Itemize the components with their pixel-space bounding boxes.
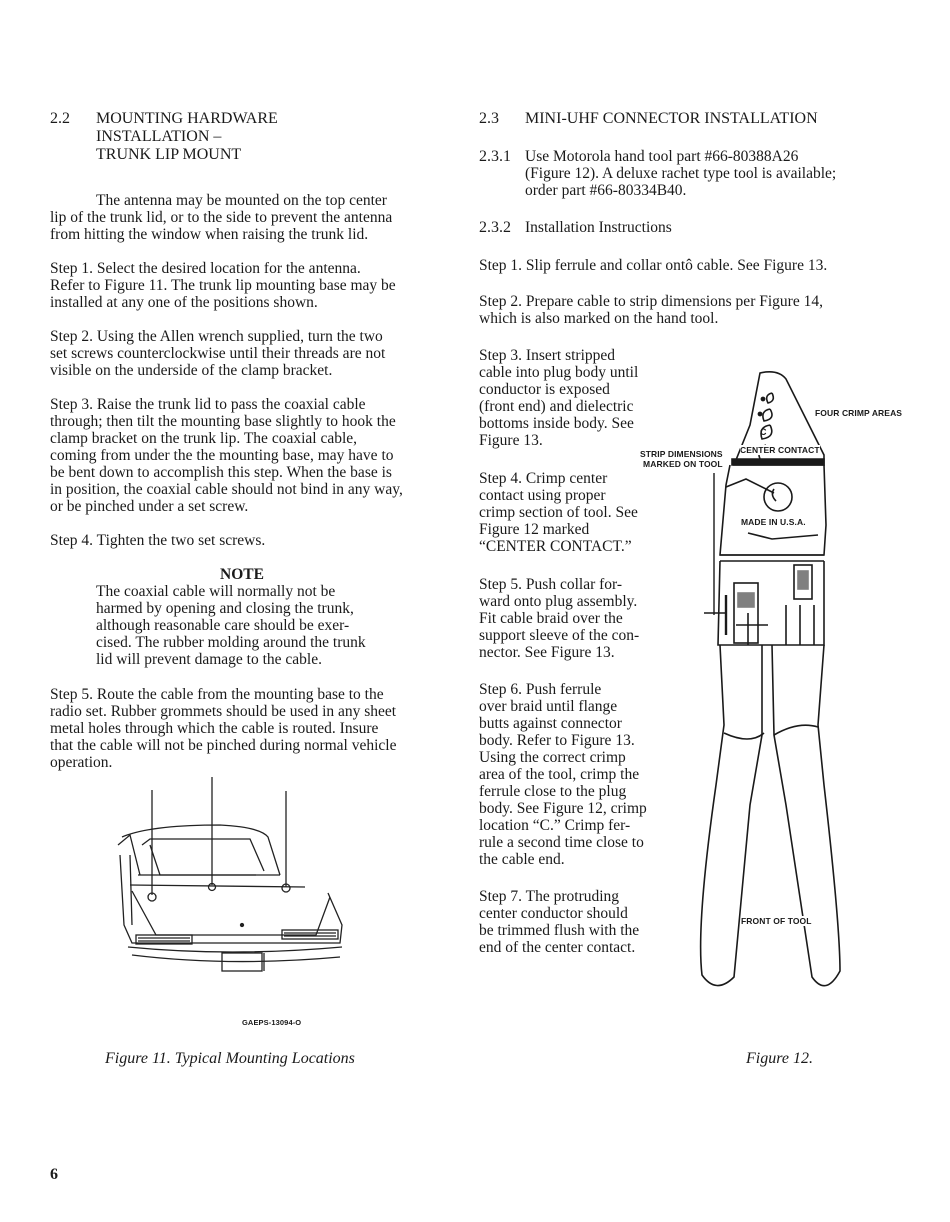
text-line: Step 2. Using the Allen wrench supplied, turn the two — [50, 328, 383, 345]
text-line: the cable end. — [479, 851, 565, 868]
text-line: area of the tool, crimp the — [479, 766, 640, 783]
text-line: Step 3. Insert stripped — [479, 347, 616, 364]
text-line: that the cable will not be pinched during normal vehicle — [50, 737, 397, 754]
text-line: Using the correct crimp — [479, 749, 626, 766]
text-line: (front end) and dielectric — [479, 398, 634, 415]
text-line: through; then tilt the mounting base slightly to hook the — [50, 413, 396, 430]
text-line: end of the center contact. — [479, 939, 636, 956]
right-step-2 — [479, 293, 859, 327]
text-line: Step 6. Push ferrule — [479, 681, 602, 698]
text-line: metal holes through which the cable is routed. Insure — [50, 720, 379, 737]
section-title-line: MOUNTING HARDWARE — [96, 110, 278, 127]
text-line: cised. The rubber molding around the trunk — [96, 634, 366, 651]
text-line: Step 7. The protruding — [479, 888, 620, 905]
text-line: from hitting the window when raising the trunk lid. — [50, 226, 369, 243]
text-line: ferrule close to the plug — [479, 783, 627, 800]
text-line: conductor is exposed — [479, 381, 610, 398]
text-line: Use Motorola hand tool part #66-80388A26 — [525, 148, 799, 165]
left-step-1 — [50, 260, 422, 311]
right-step-5 — [479, 576, 651, 661]
text-line: Step 2. Prepare cable to strip dimensions per Figure 14, — [479, 293, 823, 310]
text-line: STRIP DIMENSIONS — [640, 449, 723, 459]
text-line: location “C.” Crimp fer- — [479, 817, 631, 834]
section-title-mini-uhf: MINI-UHF CONNECTOR INSTALLATION — [525, 110, 818, 127]
text-line: The antenna may be mounted on the top center — [96, 192, 387, 209]
text-line: support sleeve of the con- — [479, 627, 640, 644]
handle-left — [701, 645, 762, 986]
tool-part-paragraph — [525, 148, 855, 199]
section-title-mounting-hardware — [96, 110, 278, 164]
text-line: MARKED ON TOOL — [643, 459, 723, 469]
right-step-4 — [479, 470, 651, 555]
text-line: nector. See Figure 13. — [479, 644, 615, 661]
text-line: cable into plug body until — [479, 364, 639, 381]
text-line: harmed by opening and closing the trunk, — [96, 600, 354, 617]
section-title-line: INSTALLATION – — [96, 128, 222, 145]
text-line: Step 5. Push collar for- — [479, 576, 623, 593]
text-line: set screws counterclockwise until their threads are not — [50, 345, 386, 362]
section-number-2-2: 2.2 — [50, 110, 70, 127]
text-line: (Figure 12). A deluxe rachet type tool is available; — [525, 165, 837, 182]
text-line: Step 4. Crimp center — [479, 470, 608, 487]
text-line: crimp section of tool. See — [479, 504, 638, 521]
left-step-3 — [50, 396, 422, 515]
text-line: bottoms inside body. See — [479, 415, 634, 432]
text-line: be trimmed flush with the — [479, 922, 640, 939]
installation-instructions-title: Installation Instructions — [525, 219, 672, 236]
note-title: NOTE — [220, 566, 264, 583]
text-line: or be pinched under a set screw. — [50, 498, 249, 515]
text-line: order part #66-80334B40. — [525, 182, 687, 199]
left-step-4: Step 4. Tighten the two set screws. — [50, 532, 266, 549]
section-number-2-3-1: 2.3.1 — [479, 148, 511, 165]
section-number-2-3: 2.3 — [479, 110, 499, 127]
text-line: Step 1. Select the desired location for the antenna. — [50, 260, 361, 277]
text-line: butts against connector — [479, 715, 622, 732]
label-crimp-c: C — [760, 427, 767, 437]
left-step-2 — [50, 328, 422, 379]
label-strip-dimensions — [640, 449, 723, 469]
text-line: visible on the underside of the clamp bracket. — [50, 362, 333, 379]
text-line: installed at any one of the positions shown. — [50, 294, 318, 311]
text-line: lid will prevent damage to the cable. — [96, 651, 322, 668]
label-front-of-tool: FRONT OF TOOL — [741, 916, 812, 926]
text-line: The coaxial cable will normally not be — [96, 583, 336, 600]
car-illustration — [110, 775, 350, 975]
text-line: center conductor should — [479, 905, 628, 922]
right-step-1: Step 1. Slip ferrule and collar ontô cable. See Figure 13. — [479, 257, 828, 274]
figure-11-caption: Figure 11. Typical Mounting Locations — [105, 1050, 355, 1067]
text-line: Step 3. Raise the trunk lid to pass the coaxial cable — [50, 396, 366, 413]
intro-paragraph — [50, 192, 422, 243]
text-line: body. Refer to Figure 13. — [479, 732, 635, 749]
text-line: coming from under the the mounting base, may have to — [50, 447, 394, 464]
figure-11-code: GAEPS-13094-O — [242, 1018, 302, 1027]
label-center-contact: CENTER CONTACT — [740, 445, 820, 455]
section-title-line: TRUNK LIP MOUNT — [96, 146, 242, 163]
text-line: be bent down to accomplish this step. When the base is — [50, 464, 392, 481]
text-line: clamp bracket on the trunk lip. The coaxial cable, — [50, 430, 358, 447]
text-line: “CENTER CONTACT.” — [479, 538, 632, 555]
right-step-7 — [479, 888, 651, 956]
figure-12-caption: Figure 12. — [746, 1050, 813, 1067]
text-line: Figure 13. — [479, 432, 543, 449]
handle-right — [772, 645, 840, 986]
text-line: Refer to Figure 11. The trunk lip mounting base may be — [50, 277, 396, 294]
text-line: contact using proper — [479, 487, 606, 504]
left-step-5 — [50, 686, 422, 771]
text-line: radio set. Rubber grommets should be used in any sheet — [50, 703, 397, 720]
text-line: Fit cable braid over the — [479, 610, 623, 627]
text-line: ward onto plug assembly. — [479, 593, 638, 610]
note-block — [96, 566, 388, 668]
page-number: 6 — [50, 1166, 58, 1183]
text-line: lip of the trunk lid, or to the side to prevent the antenna — [50, 209, 393, 226]
text-line: in position, the coaxial cable should not bind in any way, — [50, 481, 403, 498]
text-line: over braid until flange — [479, 698, 618, 715]
section-number-2-3-2: 2.3.2 — [479, 219, 511, 236]
text-line: body. See Figure 12, crimp — [479, 800, 647, 817]
text-line: although reasonable care should be exer- — [96, 617, 350, 634]
text-line: operation. — [50, 754, 113, 771]
text-line: which is also marked on the hand tool. — [479, 310, 719, 327]
text-line: rule a second time close to — [479, 834, 644, 851]
right-step-6 — [479, 681, 651, 868]
label-four-crimp-areas: FOUR CRIMP AREAS — [815, 408, 903, 418]
right-step-3 — [479, 347, 651, 449]
label-made-in-usa: MADE IN U.S.A. — [741, 517, 806, 527]
text-line: Figure 12 marked — [479, 521, 590, 538]
text-line: Step 5. Route the cable from the mounting base to the — [50, 686, 384, 703]
